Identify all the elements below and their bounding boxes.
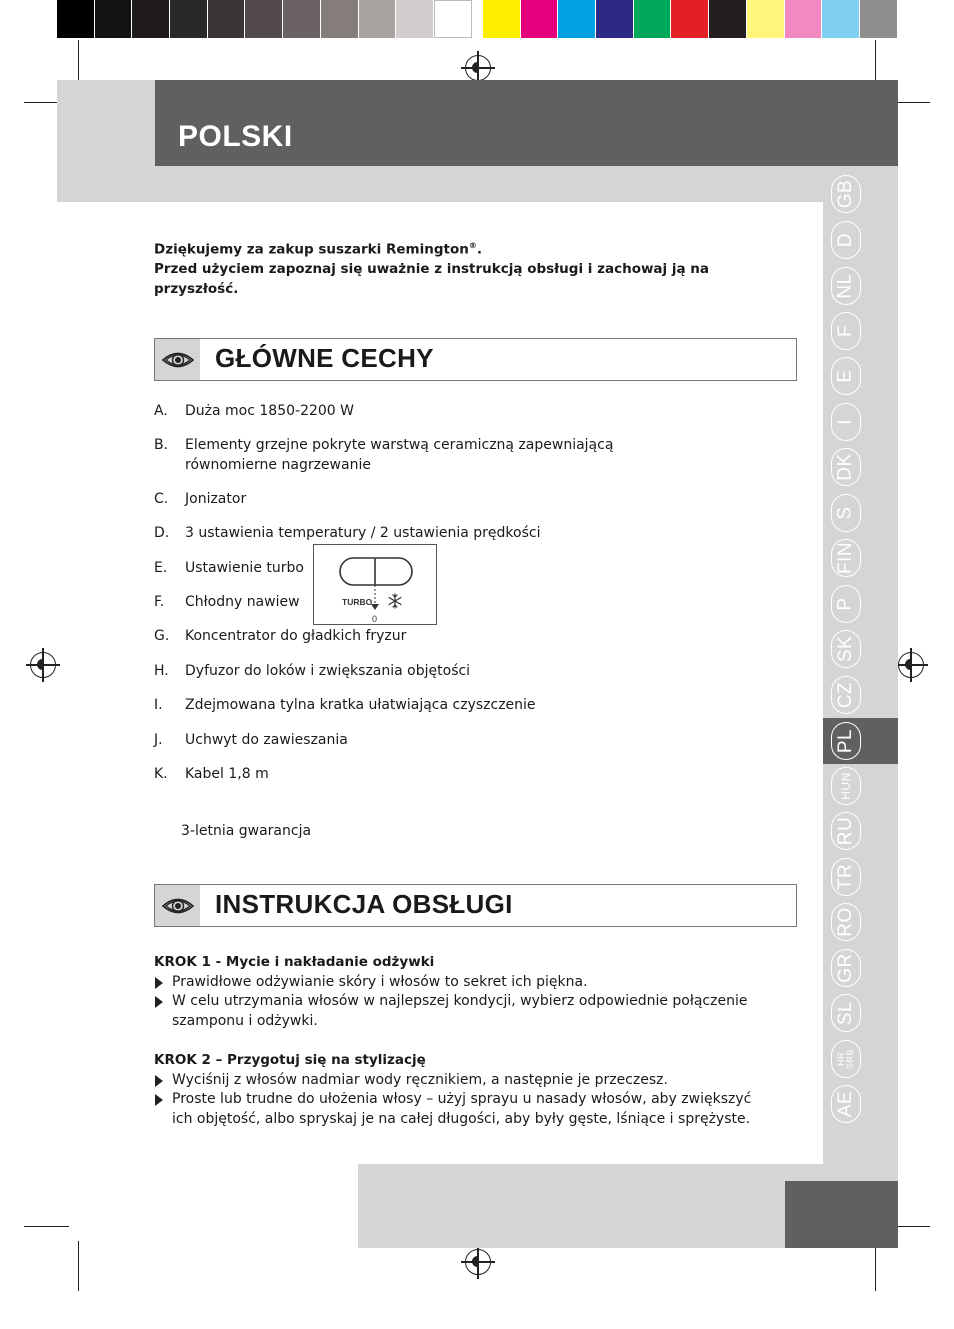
- lang-label: P: [835, 597, 856, 611]
- lang-tab-ae[interactable]: [831, 1085, 861, 1123]
- grey-swatch: [396, 0, 434, 38]
- item-text: Zdejmowana tylna kratka ułatwiająca czyszczenie: [185, 697, 536, 713]
- lang-label: CZ: [834, 681, 856, 709]
- instructions-steps: [154, 953, 774, 1129]
- snowflake-icon: [389, 594, 401, 608]
- lang-label: GR: [835, 953, 856, 983]
- lang-label: D: [834, 232, 856, 248]
- eye-icon: [155, 339, 200, 380]
- instructions-title: INSTRUKCJA OBSŁUGI: [215, 889, 513, 919]
- lang-tab-s[interactable]: [831, 494, 861, 532]
- color-swatch: [822, 0, 860, 38]
- header-grey-strip: [57, 166, 823, 202]
- lang-label: I: [835, 419, 856, 425]
- page-title: POLSKI: [178, 120, 293, 153]
- registration-mark-icon: [465, 55, 491, 81]
- color-swatch: [785, 0, 823, 38]
- list-item: [154, 627, 734, 647]
- item-key: D.: [154, 525, 170, 541]
- color-swatch: [671, 0, 709, 38]
- item-key: G.: [154, 628, 170, 644]
- lang-label: S: [835, 506, 856, 520]
- intro-period: .: [476, 241, 482, 258]
- list-item: [154, 593, 734, 613]
- lang-tab-tr[interactable]: [831, 858, 861, 896]
- lang-label: RO: [835, 907, 856, 937]
- lang-tab-hun[interactable]: [831, 767, 861, 805]
- item-key: F.: [154, 594, 165, 610]
- warranty-text: 3-letnia gwarancja: [181, 823, 312, 839]
- list-item: [154, 559, 734, 579]
- lang-tab-hr-srb[interactable]: [831, 1040, 861, 1078]
- grey-swatch: [434, 0, 472, 38]
- features-section-header: [154, 338, 797, 381]
- item-key: C.: [154, 491, 169, 507]
- bullet-text: Prawidłowe odżywianie skóry i włosów to sekret ich piękna.: [172, 973, 588, 990]
- lang-tab-e[interactable]: [831, 357, 861, 395]
- bullet-text: Wyciśnij z włosów nadmiar wody ręcznikiem, a następnie je przeczesz.: [172, 1071, 668, 1088]
- step-title: KROK 2 – Przygotuj się na stylizację: [154, 1052, 426, 1068]
- eye-icon: [155, 885, 200, 926]
- lang-tab-p[interactable]: [831, 585, 861, 623]
- bullet-text: Proste lub trudne do ułożenia włosy – użyj sprayu u nasady włosów, aby zwiększyć ich objętość, albo spryskaj je na całej długości, aby były gęste, lśniące i sprężyste.: [172, 1091, 752, 1127]
- lang-tab-gr[interactable]: [831, 949, 861, 987]
- triangle-bullet-icon: [155, 1075, 163, 1087]
- features-title: GŁÓWNE CECHY: [215, 343, 434, 373]
- lang-tab-dk[interactable]: [831, 448, 861, 486]
- item-text: Chłodny nawiew: [185, 594, 300, 610]
- lang-tab-fin[interactable]: [831, 539, 861, 577]
- item-text: Duża moc 1850-2200 W: [185, 403, 354, 419]
- item-key: E.: [154, 560, 168, 576]
- lang-label: HUN: [839, 772, 853, 800]
- grey-swatch: [359, 0, 397, 38]
- color-swatch: [709, 0, 747, 38]
- lang-tab-f[interactable]: [831, 312, 861, 350]
- list-item: [154, 765, 734, 785]
- turbo-label: TURBO: [342, 597, 373, 607]
- lang-tab-cz[interactable]: [831, 676, 861, 714]
- grey-swatch: [170, 0, 208, 38]
- lang-label: TR: [834, 863, 856, 891]
- zero-label: 0: [372, 614, 378, 623]
- color-swatch: [558, 0, 596, 38]
- item-text: Ustawienie turbo: [185, 560, 304, 576]
- lang-label: NL: [834, 273, 856, 299]
- item-text: 3 ustawienia temperatury / 2 ustawienia prędkości: [185, 525, 541, 541]
- footer-dark-block: [785, 1181, 898, 1248]
- crop-mark: [875, 1241, 876, 1291]
- lang-tab-nl[interactable]: [831, 267, 861, 305]
- intro-line-1: [154, 236, 754, 260]
- item-text: Uchwyt do zawieszania: [185, 732, 348, 748]
- item-text: Elementy grzejne pokryte warstwą ceramiczną zapewniającą równomierne nagrzewanie: [185, 437, 614, 473]
- grey-swatch: [321, 0, 359, 38]
- color-swatch: [521, 0, 559, 38]
- step-title: KROK 1 - Mycie i nakładanie odżywki: [154, 954, 435, 970]
- lang-label: HR SRB: [835, 1048, 855, 1070]
- triangle-bullet-icon: [155, 977, 163, 989]
- item-key: B.: [154, 437, 169, 453]
- lang-label: DK: [835, 453, 856, 481]
- intro-line-2: Przed użyciem zapoznaj się uważnie z instrukcją obsługi i zachowaj ją na przyszłość.: [154, 261, 710, 297]
- lang-label: FIN: [835, 541, 857, 575]
- grey-swatch: [132, 0, 170, 38]
- lang-label: PL: [835, 728, 856, 754]
- bullet-text: W celu utrzymania włosów w najlepszej kondycji, wybierz odpowiednie połączenie szamponu i odżywki.: [172, 993, 748, 1029]
- color-swatch: [747, 0, 785, 38]
- triangle-bullet-icon: [155, 1094, 163, 1106]
- triangle-bullet-icon: [155, 996, 163, 1008]
- color-swatch: [860, 0, 898, 38]
- instructions-section-header: [154, 884, 797, 927]
- list-item: [154, 662, 734, 682]
- item-key: I.: [154, 697, 163, 713]
- grey-swatch: [57, 0, 95, 38]
- list-item: [154, 490, 734, 510]
- lang-label: AE: [834, 1090, 856, 1118]
- lang-label: SK: [834, 635, 856, 663]
- intro-text: [154, 236, 754, 299]
- lang-tab-pl[interactable]: [831, 722, 861, 760]
- list-item: [154, 436, 734, 475]
- crop-mark: [78, 1241, 79, 1291]
- lang-label: GB: [835, 179, 857, 209]
- grey-swatch: [245, 0, 283, 38]
- color-swatch: [483, 0, 521, 38]
- item-text: Jonizator: [185, 491, 247, 507]
- color-swatch: [596, 0, 634, 38]
- step-bullet: [154, 992, 774, 1031]
- color-calibration-bar: [483, 0, 898, 38]
- item-key: K.: [154, 766, 168, 782]
- list-item: [154, 696, 734, 716]
- intro-thanks: Dziękujemy za zakup suszarki Remington: [154, 241, 469, 258]
- lang-tab-sk[interactable]: [831, 630, 861, 668]
- lang-tab-d[interactable]: [831, 221, 861, 259]
- grey-swatch: [208, 0, 246, 38]
- list-item: [154, 524, 734, 544]
- lang-tab-sl[interactable]: [831, 994, 861, 1032]
- registered-mark: ®: [468, 241, 477, 250]
- grey-swatch: [283, 0, 321, 38]
- lang-tab-gb[interactable]: [831, 175, 861, 213]
- step-bullet: [154, 1071, 774, 1091]
- turbo-cold-button-illustration: [313, 544, 437, 625]
- list-item: [154, 402, 734, 422]
- item-key: H.: [154, 663, 169, 679]
- lang-label: F: [834, 324, 856, 338]
- registration-mark-icon: [30, 652, 56, 678]
- item-key: J.: [154, 732, 163, 748]
- registration-mark-icon: [898, 652, 924, 678]
- grey-swatch: [95, 0, 133, 38]
- item-key: A.: [154, 403, 168, 419]
- item-text: Dyfuzor do loków i zwiększania objętości: [185, 663, 471, 679]
- lang-tab-ru[interactable]: [831, 812, 861, 850]
- lang-label: RU: [835, 816, 857, 846]
- lang-tab-ro[interactable]: [831, 903, 861, 941]
- item-text: Kabel 1,8 m: [185, 766, 269, 782]
- list-item: [154, 731, 734, 751]
- lang-label: SL: [835, 1000, 856, 1026]
- color-swatch: [634, 0, 672, 38]
- registration-mark-icon: [465, 1249, 491, 1275]
- lang-tab-i[interactable]: [831, 403, 861, 441]
- grey-calibration-bar: [57, 0, 472, 38]
- step-bullet: [154, 1090, 772, 1129]
- lang-label: E: [835, 369, 856, 383]
- crop-mark: [24, 1226, 69, 1227]
- item-text: Koncentrator do gładkich fryzur: [185, 628, 407, 644]
- step-bullet: [154, 973, 774, 993]
